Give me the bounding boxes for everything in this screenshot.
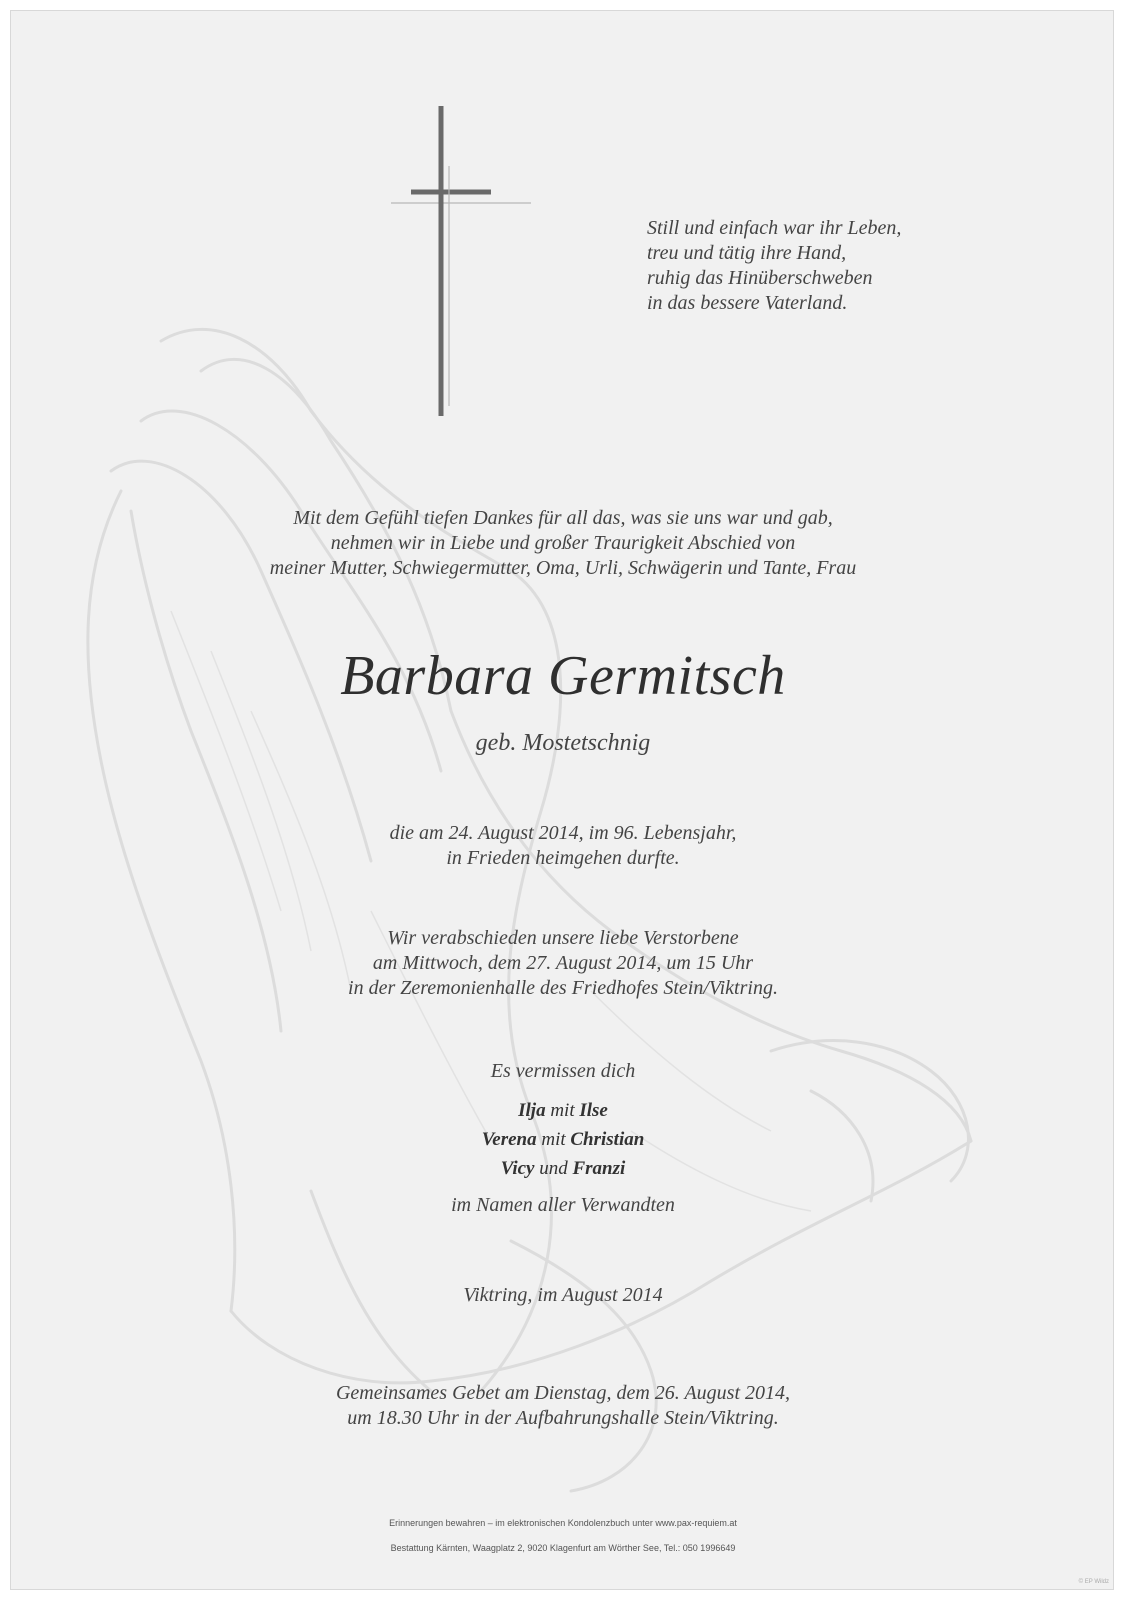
poem-line: Still und einfach war ihr Leben,: [647, 217, 902, 239]
service-line: am Mittwoch, dem 27. August 2014, um 15 Uhr: [372, 952, 754, 974]
deceased-name: Barbara Germitsch: [340, 645, 786, 707]
prayer-info: [11, 1381, 1114, 1431]
family-member: Ilja: [518, 1100, 546, 1121]
intro-line: meiner Mutter, Schwiegermutter, Oma, Urli, Schwägerin und Tante, Frau: [269, 557, 857, 579]
family-line: [11, 1125, 1114, 1154]
footer-funeral-home: Bestattung Kärnten, Waagplatz 2, 9020 Klagenfurt am Wörther See, Tel.: 050 1996649: [390, 1543, 736, 1553]
family-member: Ilse: [579, 1100, 608, 1121]
family-list: [11, 1096, 1114, 1183]
intro-text: [11, 506, 1114, 581]
intro-line: nehmen wir in Liebe und großer Traurigkeit Abschied von: [330, 532, 796, 554]
poem-line: in das bessere Vaterland.: [647, 292, 848, 314]
missed-by-heading: Es vermissen dich: [490, 1060, 636, 1082]
place-date: Viktring, im August 2014: [463, 1284, 663, 1306]
service-line: Wir verabschieden unsere liebe Verstorbene: [387, 927, 739, 949]
family-line: [11, 1154, 1114, 1183]
poem-verse: [647, 216, 1067, 316]
prayer-line: um 18.30 Uhr in der Aufbahrungshalle Stein/Viktring.: [347, 1407, 779, 1429]
maiden-name: geb. Mostetschnig: [475, 730, 651, 756]
death-notice: [11, 821, 1114, 871]
obituary-page: [10, 10, 1114, 1590]
cross-icon: [391, 96, 531, 426]
intro-line: Mit dem Gefühl tiefen Dankes für all das, was sie uns war und gab,: [293, 507, 833, 529]
family-member: Christian: [570, 1129, 645, 1150]
funeral-service-info: [11, 926, 1114, 1001]
poem-line: ruhig das Hinüberschweben: [647, 267, 873, 289]
family-member: Franzi: [572, 1158, 626, 1179]
family-conjunction: mit: [550, 1100, 575, 1121]
death-notice-line: in Frieden heimgehen durfte.: [446, 847, 680, 869]
family-conjunction: und: [539, 1158, 568, 1179]
corner-mark: © EP Wildz: [1078, 1579, 1109, 1585]
family-conjunction: mit: [541, 1129, 566, 1150]
prayer-line: Gemeinsames Gebet am Dienstag, dem 26. August 2014,: [335, 1382, 790, 1404]
poem-line: treu und tätig ihre Hand,: [647, 242, 847, 264]
family-member: Vicy: [500, 1158, 535, 1179]
family-line: [11, 1096, 1114, 1125]
death-notice-line: die am 24. August 2014, im 96. Lebensjahr,: [389, 822, 737, 844]
footer-condolence-note: Erinnerungen bewahren – im elektronischen Kondolenzbuch unter www.pax-requiem.at: [389, 1518, 737, 1528]
family-member: Verena: [481, 1129, 537, 1150]
service-line: in der Zeremonienhalle des Friedhofes Stein/Viktring.: [348, 977, 778, 999]
relatives-note: im Namen aller Verwandten: [451, 1194, 675, 1216]
